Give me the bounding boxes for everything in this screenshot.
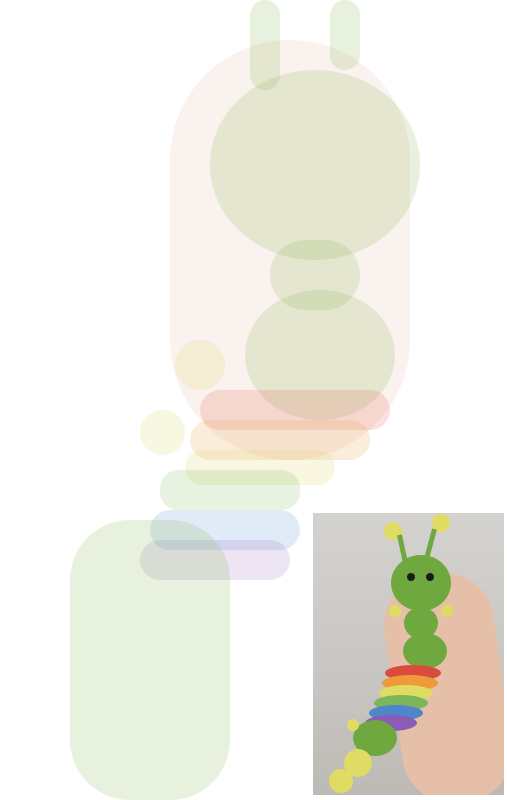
horns-note (23, 14, 423, 28)
loop-title (23, 71, 423, 85)
legs-title (23, 43, 423, 57)
caterpillar-illustration (313, 513, 504, 795)
horns-title (23, 0, 423, 14)
loop-note (23, 85, 423, 99)
caterpillar-photo (313, 513, 504, 795)
pattern-text (23, 0, 423, 99)
